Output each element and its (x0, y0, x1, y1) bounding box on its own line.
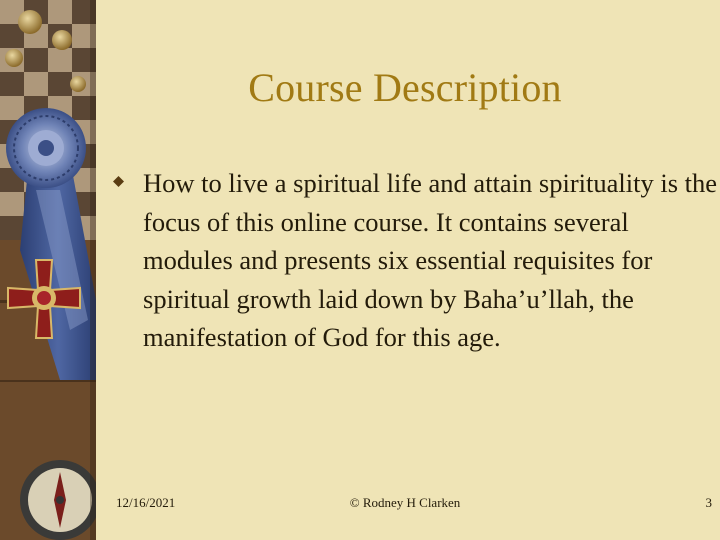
footer-page-number: 3 (705, 495, 712, 510)
footer-date: 12/16/2021 (116, 495, 176, 510)
medal-decorative-image (0, 0, 96, 540)
bullet-text: How to live a spiritual life and attain spirituality is the focus of this online course. It contains several modules and presents six essential requisites for spiritual growth laid down by Baha’u’llah, the manifestation of God for this age. (143, 168, 718, 352)
slide-title: Course Description (248, 65, 562, 110)
footer-copyright: © Rodney H Clarken (349, 495, 461, 510)
diamond-bullet-icon (113, 174, 124, 185)
